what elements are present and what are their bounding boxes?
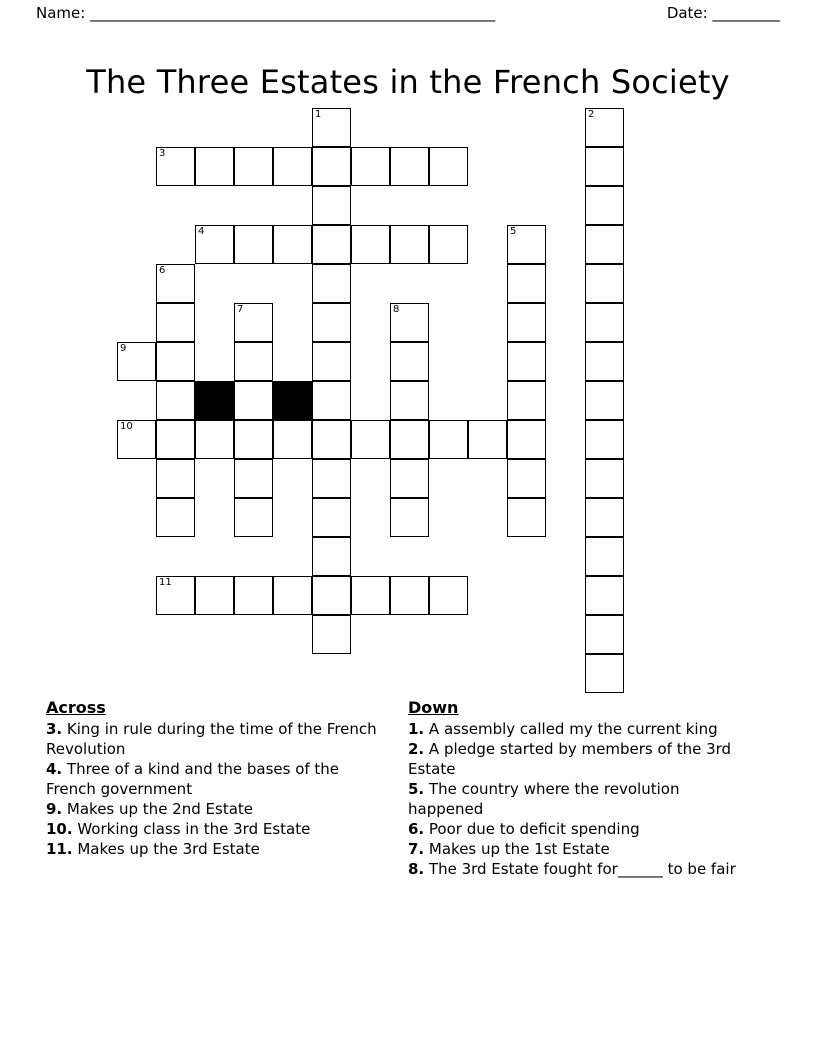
grid-cell[interactable] <box>390 576 429 615</box>
across-clue-text: Three of a kind and the bases of the French government <box>46 760 340 798</box>
grid-cell[interactable] <box>156 498 195 537</box>
grid-cell[interactable] <box>585 654 624 693</box>
crossword-grid <box>0 108 816 688</box>
down-clue <box>408 819 754 839</box>
grid-cell[interactable] <box>156 459 195 498</box>
across-clue <box>46 839 392 859</box>
grid-cell[interactable] <box>507 264 546 303</box>
across-clue-list <box>46 719 392 859</box>
grid-cell[interactable] <box>156 576 195 615</box>
clues-section <box>46 698 770 879</box>
grid-cell[interactable] <box>585 342 624 381</box>
page-title: The Three Estates in the French Society <box>86 63 730 102</box>
grid-cell[interactable] <box>312 342 351 381</box>
across-clues-column <box>46 698 408 879</box>
grid-cell[interactable] <box>234 147 273 186</box>
grid-cell[interactable] <box>585 108 624 147</box>
grid-cell[interactable] <box>312 381 351 420</box>
down-clue-number: 6. <box>408 820 425 838</box>
grid-cell-number: 8 <box>393 304 400 315</box>
across-clue-text: Makes up the 3rd Estate <box>72 840 260 858</box>
grid-cell[interactable] <box>234 576 273 615</box>
across-clue-number: 11. <box>46 840 73 858</box>
grid-cell[interactable] <box>156 342 195 381</box>
grid-cell[interactable] <box>312 576 351 615</box>
grid-cell[interactable] <box>390 342 429 381</box>
grid-cell[interactable] <box>273 225 312 264</box>
grid-cell[interactable] <box>312 420 351 459</box>
grid-cell[interactable] <box>585 147 624 186</box>
across-clue-number: 9. <box>46 800 63 818</box>
down-clue-number: 8. <box>408 860 425 878</box>
down-clue-text: The 3rd Estate fought for______ to be fair <box>424 860 736 878</box>
grid-cell[interactable] <box>507 498 546 537</box>
grid-cell[interactable] <box>117 342 156 381</box>
grid-cell[interactable] <box>507 459 546 498</box>
grid-cell[interactable] <box>117 420 156 459</box>
grid-cell[interactable] <box>351 576 390 615</box>
grid-cell[interactable] <box>429 225 468 264</box>
grid-cell[interactable] <box>234 498 273 537</box>
across-clue-number: 10. <box>46 820 73 838</box>
grid-cell[interactable] <box>585 537 624 576</box>
grid-cell[interactable] <box>156 264 195 303</box>
grid-cell[interactable] <box>312 225 351 264</box>
grid-cell[interactable] <box>507 342 546 381</box>
worksheet-header <box>36 0 780 26</box>
grid-cell[interactable] <box>234 459 273 498</box>
down-clue-text: Makes up the 1st Estate <box>424 840 610 858</box>
grid-cell[interactable] <box>390 459 429 498</box>
grid-cell[interactable] <box>312 264 351 303</box>
grid-cell[interactable] <box>156 303 195 342</box>
across-clue <box>46 819 392 839</box>
grid-cell-number: 6 <box>159 265 166 276</box>
down-clue-text: A assembly called my the current king <box>424 720 718 738</box>
grid-cell[interactable] <box>273 420 312 459</box>
across-clue-text: King in rule during the time of the French Revolution <box>46 720 377 758</box>
grid-cell[interactable] <box>585 498 624 537</box>
grid-cell[interactable] <box>507 225 546 264</box>
date-field-label: Date: _________ <box>666 4 780 22</box>
grid-cell-number: 7 <box>237 304 244 315</box>
grid-cell[interactable] <box>234 420 273 459</box>
down-clue <box>408 859 754 879</box>
grid-cell[interactable] <box>585 225 624 264</box>
grid-cell[interactable] <box>312 108 351 147</box>
grid-cell-number: 9 <box>120 343 127 354</box>
across-clue <box>46 799 392 819</box>
grid-cell[interactable] <box>429 576 468 615</box>
grid-cell[interactable] <box>156 147 195 186</box>
across-heading: Across <box>46 698 106 717</box>
grid-cell[interactable] <box>312 147 351 186</box>
grid-cell[interactable] <box>390 381 429 420</box>
grid-cell-blocked <box>195 381 234 420</box>
grid-cell[interactable] <box>390 147 429 186</box>
grid-cell[interactable] <box>312 498 351 537</box>
down-clue <box>408 739 754 779</box>
down-clue-number: 7. <box>408 840 425 858</box>
grid-cell[interactable] <box>429 420 468 459</box>
grid-cell[interactable] <box>312 459 351 498</box>
grid-cell[interactable] <box>507 381 546 420</box>
down-clue-number: 1. <box>408 720 425 738</box>
grid-cell[interactable] <box>429 147 468 186</box>
grid-cell-number: 11 <box>159 577 172 588</box>
down-clue-list <box>408 719 754 879</box>
grid-cell[interactable] <box>195 147 234 186</box>
grid-cell[interactable] <box>234 303 273 342</box>
grid-cell-number: 10 <box>120 421 133 432</box>
grid-cell[interactable] <box>585 381 624 420</box>
grid-cell[interactable] <box>156 420 195 459</box>
grid-cell[interactable] <box>351 147 390 186</box>
grid-cell-number: 3 <box>159 148 166 159</box>
grid-cell[interactable] <box>390 303 429 342</box>
grid-cell[interactable] <box>312 186 351 225</box>
grid-cell[interactable] <box>234 381 273 420</box>
down-clue-number: 5. <box>408 780 425 798</box>
grid-cell-blocked <box>273 381 312 420</box>
across-clue-number: 3. <box>46 720 63 738</box>
across-clue-text: Working class in the 3rd Estate <box>72 820 311 838</box>
grid-cell[interactable] <box>156 381 195 420</box>
grid-cell[interactable] <box>312 615 351 654</box>
across-clue <box>46 719 392 759</box>
grid-cell[interactable] <box>195 576 234 615</box>
grid-cell[interactable] <box>390 498 429 537</box>
grid-cell[interactable] <box>585 576 624 615</box>
down-clue-text: A pledge started by members of the 3rd Estate <box>408 740 732 778</box>
across-clue-number: 4. <box>46 760 63 778</box>
grid-cell[interactable] <box>585 303 624 342</box>
grid-cell-number: 2 <box>588 109 595 120</box>
grid-cell[interactable] <box>195 420 234 459</box>
down-heading: Down <box>408 698 459 717</box>
grid-cell-number: 1 <box>315 109 322 120</box>
grid-cell[interactable] <box>507 420 546 459</box>
down-clue <box>408 719 754 739</box>
grid-cell[interactable] <box>585 264 624 303</box>
grid-cell[interactable] <box>312 303 351 342</box>
down-clue-text: The country where the revolution happened <box>408 780 680 818</box>
grid-cell[interactable] <box>585 615 624 654</box>
grid-cell[interactable] <box>507 303 546 342</box>
grid-cell[interactable] <box>195 225 234 264</box>
down-clue-text: Poor due to deficit spending <box>424 820 640 838</box>
grid-cell[interactable] <box>390 420 429 459</box>
down-clue <box>408 839 754 859</box>
grid-cell[interactable] <box>585 420 624 459</box>
grid-cell-number: 4 <box>198 226 205 237</box>
grid-cell[interactable] <box>312 537 351 576</box>
down-clues-column <box>408 698 770 879</box>
grid-cell[interactable] <box>351 225 390 264</box>
grid-cell[interactable] <box>585 186 624 225</box>
grid-cell[interactable] <box>468 420 507 459</box>
down-clue-number: 2. <box>408 740 425 758</box>
grid-cell[interactable] <box>234 342 273 381</box>
across-clue <box>46 759 392 799</box>
grid-cell[interactable] <box>351 420 390 459</box>
grid-cell[interactable] <box>585 459 624 498</box>
name-field-label: Name: ______________________________________________________ <box>36 4 496 22</box>
grid-cell[interactable] <box>273 147 312 186</box>
grid-cell[interactable] <box>273 576 312 615</box>
grid-cell[interactable] <box>390 225 429 264</box>
grid-cell-number: 5 <box>510 226 517 237</box>
across-clue-text: Makes up the 2nd Estate <box>62 800 254 818</box>
down-clue <box>408 779 754 819</box>
grid-cell[interactable] <box>234 225 273 264</box>
